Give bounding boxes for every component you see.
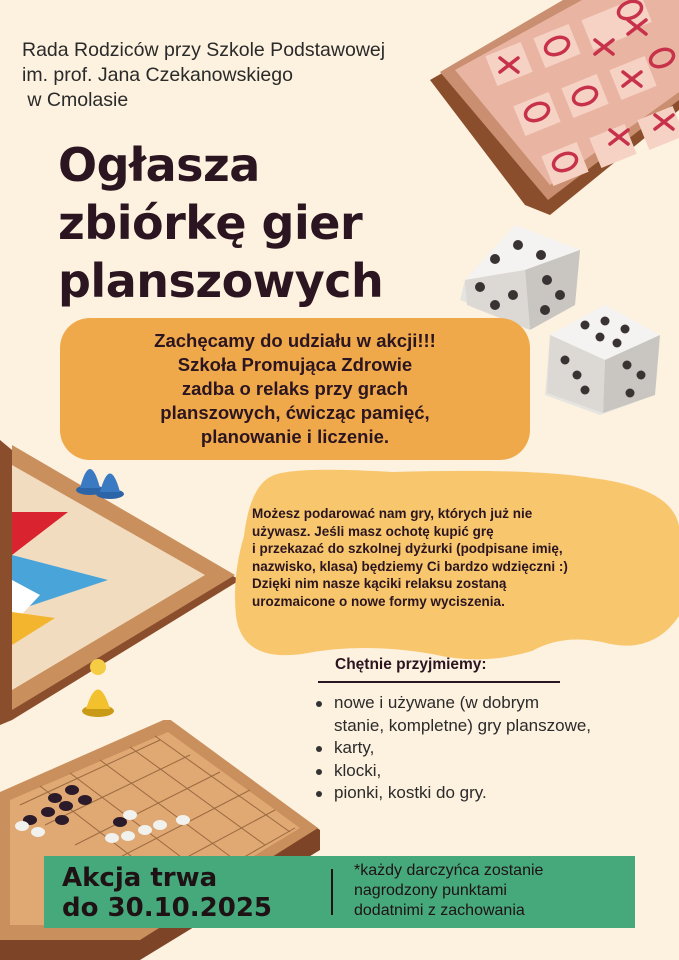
donate-line: urozmaicone o nowe formy wyciszenia. bbox=[252, 593, 505, 609]
organizer-line: w Cmolasie bbox=[22, 89, 129, 111]
page-title bbox=[58, 136, 458, 310]
donate-line: Możesz podarować nam gry, których już nie bbox=[252, 506, 533, 521]
title-line: zbiórkę gier bbox=[58, 196, 363, 250]
donate-line: Dzięki nim nasze kąciki relaksu zostaną bbox=[252, 576, 507, 592]
campaign-date-line: do 30.10.2025 bbox=[62, 893, 273, 923]
intro-line: zadba o relaks przy grach bbox=[181, 378, 409, 399]
list-item: karty, bbox=[312, 737, 672, 760]
campaign-date-line: Akcja trwa bbox=[62, 863, 218, 893]
list-item: nowe i używane (w dobrym bbox=[312, 692, 672, 715]
reward-note bbox=[354, 861, 543, 921]
intro-line: planowanie i liczenie. bbox=[200, 426, 390, 447]
campaign-date bbox=[62, 863, 272, 923]
footer-banner bbox=[44, 856, 635, 928]
list-item-continuation: stanie, kompletne) gry planszowe, bbox=[334, 715, 592, 735]
accept-list bbox=[312, 692, 672, 805]
intro-line: Szkoła Promująca Zdrowie bbox=[177, 354, 413, 375]
intro-text bbox=[154, 329, 436, 449]
reward-note-line: nagrodzony punktami bbox=[354, 882, 507, 899]
title-line: Ogłasza bbox=[58, 138, 260, 192]
footer-divider bbox=[331, 869, 333, 915]
list-item: pionki, kostki do gry. bbox=[312, 782, 672, 805]
donate-line: i przekazać do szkolnej dyżurki (podpisane imię, bbox=[252, 541, 563, 557]
heading-underline bbox=[318, 681, 560, 683]
accept-heading: Chętnie przyjmiemy: bbox=[335, 656, 487, 673]
intro-line: planszowych, ćwicząc pamięć, bbox=[160, 402, 430, 423]
donate-text bbox=[252, 505, 672, 611]
intro-box bbox=[60, 318, 530, 460]
organizer-text bbox=[22, 38, 492, 113]
donate-line: nazwisko, klasa) będziemy Ci bardzo wdzięczni :) bbox=[252, 558, 568, 574]
intro-line: Zachęcamy do udziału w akcji!!! bbox=[154, 330, 436, 351]
organizer-line: im. prof. Jana Czekanowskiego bbox=[22, 64, 293, 86]
title-line: planszowych bbox=[58, 254, 384, 308]
reward-note-line: *każdy darczyńca zostanie bbox=[354, 862, 544, 879]
donate-line: używasz. Jeśli masz ochotę kupić grę bbox=[252, 523, 494, 539]
reward-note-line: dodatnimi z zachowania bbox=[354, 902, 525, 919]
list-item: klocki, bbox=[312, 760, 672, 783]
organizer-line: Rada Rodziców przy Szkole Podstawowej bbox=[22, 39, 386, 61]
pawn-icon bbox=[78, 655, 118, 720]
